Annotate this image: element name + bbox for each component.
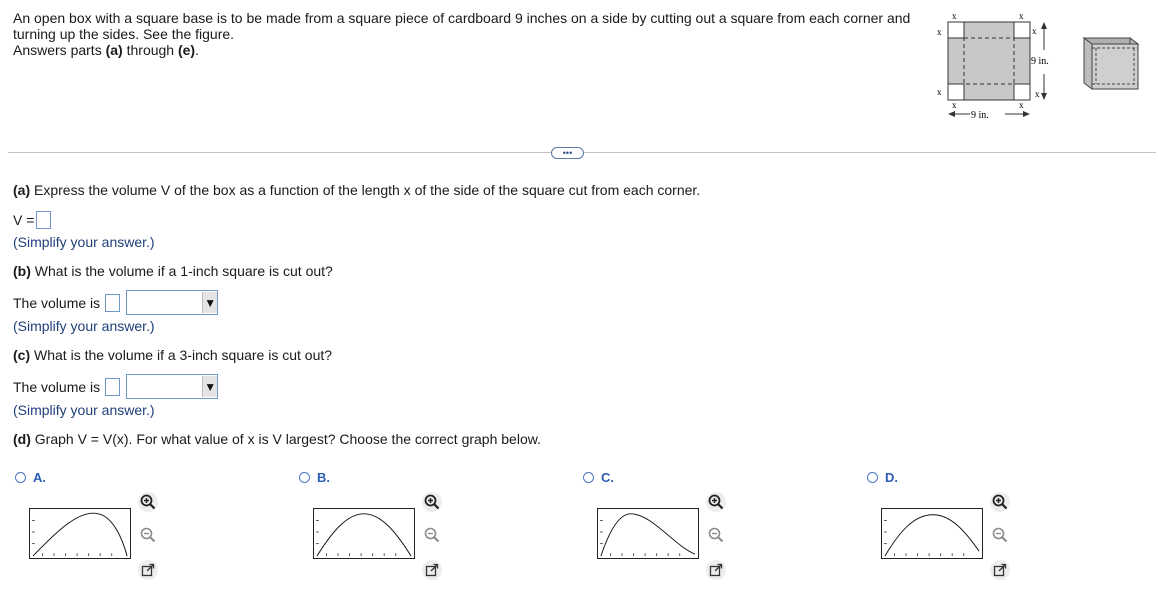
external-link-icon[interactable] [138, 560, 158, 580]
graph-d[interactable] [881, 508, 983, 559]
x-label: x [1032, 26, 1037, 36]
answer-prefix: The volume is [13, 294, 101, 311]
question-b: (b) What is the volume if a 1-inch square is cut out? [13, 263, 333, 279]
x-label: x [952, 11, 957, 21]
curve [601, 514, 695, 556]
simplify-hint: (Simplify your answer.) [13, 402, 155, 418]
curve [317, 514, 411, 556]
corner-cut-tl [948, 22, 964, 38]
volume-3in-input[interactable] [105, 378, 120, 396]
corner-cut-bl [948, 84, 964, 100]
corner-cut-br [1014, 84, 1030, 100]
arrowhead-right [1023, 111, 1030, 117]
x-label: x [1019, 11, 1024, 21]
question-a: (a) Express the volume V of the box as a function of the length x of the side of the square cut from each corner. [13, 182, 701, 198]
triangle-down-icon[interactable]: ▼ [202, 376, 217, 397]
external-link-icon[interactable] [990, 560, 1010, 580]
option-b[interactable] [299, 470, 330, 485]
unit-dropdown[interactable] [126, 374, 218, 399]
x-label: x [937, 27, 942, 37]
box-side [1084, 38, 1092, 89]
corner-cut-tr [1014, 22, 1030, 38]
option-label: C. [601, 470, 614, 485]
answer-prefix: V = [13, 212, 35, 228]
zoom-in-icon[interactable] [138, 492, 158, 512]
radio-c[interactable] [583, 472, 594, 483]
radio-d[interactable] [867, 472, 878, 483]
question-c: (c) What is the volume if a 3-inch square is cut out? [13, 347, 333, 363]
external-link-icon[interactable] [422, 560, 442, 580]
triangle-down-icon[interactable]: ▼ [202, 292, 217, 313]
radio-a[interactable] [15, 472, 26, 483]
curve [885, 515, 979, 556]
answer-prefix: The volume is [13, 378, 101, 395]
graph-b[interactable] [313, 508, 415, 559]
simplify-hint: (Simplify your answer.) [13, 318, 155, 334]
zoom-out-icon[interactable] [990, 525, 1010, 545]
problem-statement [13, 10, 938, 58]
option-label: D. [885, 470, 898, 485]
option-label: A. [33, 470, 46, 485]
simplify-hint: (Simplify your answer.) [13, 234, 155, 250]
option-a[interactable] [15, 470, 46, 485]
arrowhead-down [1041, 93, 1047, 100]
box-figure [1080, 32, 1146, 92]
graph-a[interactable] [29, 508, 131, 559]
zoom-out-icon[interactable] [422, 525, 442, 545]
volume-function-input[interactable] [36, 211, 51, 229]
dimension-label-right: 9 in. [1031, 56, 1049, 67]
graph-c[interactable] [597, 508, 699, 559]
option-d[interactable] [867, 470, 898, 485]
zoom-in-icon[interactable] [422, 492, 442, 512]
answer-row-a [13, 211, 51, 229]
problem-text: An open box with a square base is to be made from a square piece of cardboard 9 inches on a side by cutting out a square from each corner and turning up the sides. See the figure. [13, 10, 911, 42]
curve [33, 513, 127, 556]
x-label: x [937, 87, 942, 97]
answer-row-b [13, 290, 218, 315]
option-c[interactable] [583, 470, 614, 485]
option-label: B. [317, 470, 330, 485]
radio-b[interactable] [299, 472, 310, 483]
x-label: x [1019, 100, 1024, 110]
cardboard-figure [930, 8, 1060, 126]
parts-instruction: Answers parts (a) through (e). [13, 42, 199, 58]
ellipsis-icon[interactable]: ••• [551, 147, 584, 159]
unit-dropdown[interactable] [126, 290, 218, 315]
zoom-out-icon[interactable] [138, 525, 158, 545]
zoom-in-icon[interactable] [706, 492, 726, 512]
zoom-out-icon[interactable] [706, 525, 726, 545]
dimension-label-bottom: 9 in. [971, 110, 989, 121]
question-d: (d) Graph V = V(x). For what value of x is V largest? Choose the correct graph below. [13, 431, 541, 447]
zoom-in-icon[interactable] [990, 492, 1010, 512]
box-front [1092, 44, 1138, 89]
x-label: x [952, 100, 957, 110]
arrowhead-left [948, 111, 955, 117]
external-link-icon[interactable] [706, 560, 726, 580]
arrowhead-up [1041, 22, 1047, 29]
answer-row-c [13, 374, 218, 399]
volume-1in-input[interactable] [105, 294, 120, 312]
x-label: x [1035, 89, 1040, 99]
